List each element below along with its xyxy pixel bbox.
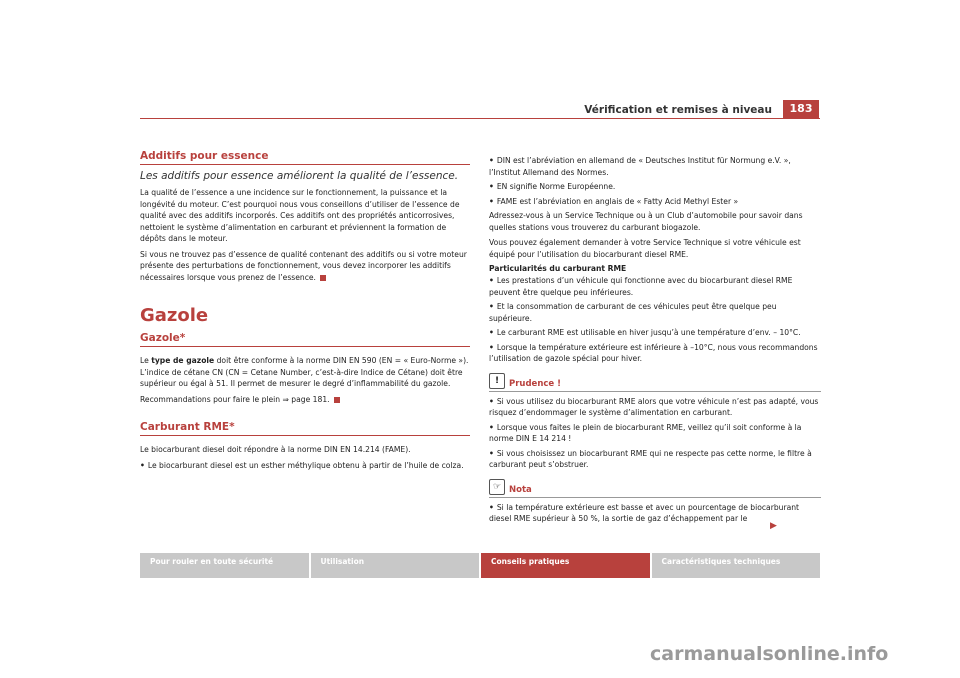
end-of-section-icon bbox=[334, 397, 340, 403]
list-item-text: Si vous utilisez du biocarburant RME alors que votre véhicule n’est pas adapté, vous risquez d’endommager le système d’alimentation en carburant. bbox=[489, 396, 819, 417]
list-item-text: EN signifie Norme Européenne. bbox=[496, 182, 616, 191]
footer-nav bbox=[140, 553, 820, 578]
bullet-icon: • bbox=[489, 502, 494, 512]
caution-rule bbox=[489, 391, 821, 392]
list-item-text: Le biocarburant diesel est un esther méthylique obtenu à partir de l’huile de colza. bbox=[147, 460, 464, 470]
paragraph: La qualité de l’essence a une incidence sur le fonctionnement, la puissance et la longévité du moteur. C’est pourquoi nous vous conseillons d’utiliser de l’essence de qualité avec des additifs incorporés. Ces additifs ont des propriétés anticorrosives, nettoient le système d’alimentation en carburant et préviennent la formation de dépôts dans le moteur. bbox=[140, 188, 460, 243]
footer-tab-conseils[interactable]: Conseils pratiques bbox=[481, 553, 650, 578]
section-title-additifs: Additifs pour essence bbox=[140, 150, 269, 162]
chapter-title: Gazole bbox=[140, 305, 209, 326]
section-rule bbox=[140, 435, 470, 436]
footer-tab-safety[interactable]: Pour rouler en toute sécurité bbox=[140, 553, 309, 578]
caution-header bbox=[489, 373, 821, 389]
list-item bbox=[489, 327, 821, 339]
bullet-icon: • bbox=[489, 342, 494, 352]
bullet-icon: • bbox=[489, 182, 494, 191]
paragraph bbox=[140, 355, 470, 390]
list-item-text: Si vous choisissez un biocarburant RME qui ne respecte pas cette norme, le filtre à carburant peut s’obstruer. bbox=[489, 448, 812, 469]
paragraph bbox=[140, 249, 470, 284]
paragraph: Le biocarburant diesel doit répondre à la norme DIN EN 14.214 (FAME). bbox=[140, 445, 411, 454]
note-title: Nota bbox=[509, 484, 532, 495]
paragraph: Adressez-vous à un Service Technique ou à un Club d’automobile pour savoir dans quelles stations vous trouverez du carburant biogazole. bbox=[489, 211, 803, 232]
paragraph-bold: type de gazole bbox=[151, 356, 215, 365]
list-item bbox=[489, 196, 821, 208]
list-item-text: DIN est l’abréviation en allemand de « Deutsches Institut für Normung e.V. », l’Institut Allemand des Normes. bbox=[489, 156, 791, 177]
footer-tab-caracteristiques[interactable]: Caractéristiques techniques bbox=[652, 553, 821, 578]
list-item bbox=[489, 181, 821, 193]
end-of-section-icon bbox=[320, 275, 326, 281]
bullet-icon: • bbox=[489, 448, 494, 458]
bullet-icon: • bbox=[489, 196, 494, 206]
paragraph-text: doit être conforme à la norme DIN EN 590 (EN = « Euro-Norme »). L’indice de cétane CN (CN = Cetane Number, c’est-à-dire Indice de Cétane) doit être supérieur ou égal à 51. Il permet de mesurer le degré d’inflammabilité du gazole. bbox=[140, 356, 469, 388]
caution-icon: ! bbox=[489, 373, 505, 389]
continue-arrow-icon: ▶ bbox=[770, 521, 777, 531]
list-item bbox=[140, 460, 470, 472]
note-rule bbox=[489, 497, 821, 498]
list-item bbox=[489, 155, 821, 178]
section-rule bbox=[140, 164, 470, 165]
bullet-icon: • bbox=[489, 422, 494, 432]
note-header bbox=[489, 479, 821, 495]
bullet-icon: • bbox=[489, 396, 494, 406]
paragraph-text: Si vous ne trouvez pas d’essence de qualité contenant des additifs ou si votre moteur présente des perturbations de fonctionnement, vous devez incorporer les additifs nécessaires lorsque vous prenez de l’essence. bbox=[140, 249, 467, 282]
list-item bbox=[489, 396, 821, 419]
section-title-rme: Carburant RME* bbox=[140, 421, 235, 433]
paragraph bbox=[140, 394, 470, 406]
paragraph-text: Le bbox=[140, 356, 152, 365]
section-title-gazole: Gazole* bbox=[140, 332, 186, 344]
section-rule bbox=[140, 346, 470, 347]
right-column bbox=[489, 155, 821, 528]
list-item bbox=[489, 301, 821, 324]
list-item-text: Et la consommation de carburant de ces véhicules peut être quelque peu supérieure. bbox=[489, 302, 777, 323]
list-item-text: Si la température extérieure est basse et avec un pourcentage de biocarburant diesel RME supérieur à 50 %, la sortie de gaz d’échappement par le bbox=[489, 502, 800, 523]
list-item bbox=[489, 342, 821, 365]
list-item bbox=[489, 275, 821, 298]
list-item bbox=[489, 422, 821, 445]
section-subtitle: Les additifs pour essence améliorent la qualité de l’essence. bbox=[140, 170, 459, 182]
list-item-text: FAME est l’abréviation en anglais de « Fatty Acid Methyl Ester » bbox=[496, 196, 739, 206]
left-column bbox=[140, 150, 470, 474]
list-item-text: Le carburant RME est utilisable en hiver jusqu’à une température d’env. – 10°C. bbox=[496, 328, 801, 337]
list-item bbox=[489, 448, 821, 471]
subheading: Particularités du carburant RME bbox=[489, 264, 627, 273]
watermark: carmanualsonline.info bbox=[650, 643, 889, 665]
bullet-icon: • bbox=[489, 156, 494, 165]
note-hand-icon: ☞ bbox=[489, 479, 505, 495]
bullet-icon: • bbox=[140, 460, 145, 470]
running-header: Vérification et remises à niveau bbox=[584, 104, 772, 116]
bullet-icon: • bbox=[489, 328, 494, 337]
page-number: 183 bbox=[783, 100, 819, 118]
list-item-text: Lorsque la température extérieure est inférieure à –10°C, nous vous recommandons l’utilisation de gazole spécial pour hiver. bbox=[489, 342, 818, 363]
header-rule bbox=[140, 118, 820, 119]
bullet-icon: • bbox=[489, 302, 494, 311]
page-reference-link[interactable]: Recommandations pour faire le plein ⇒ page 181. bbox=[140, 394, 330, 404]
footer-tab-utilisation[interactable]: Utilisation bbox=[311, 553, 480, 578]
caution-title: Prudence ! bbox=[509, 378, 562, 389]
list-item-text: Les prestations d’un véhicule qui fonctionne avec du biocarburant diesel RME peuvent être quelque peu inférieures. bbox=[489, 276, 793, 297]
paragraph: Vous pouvez également demander à votre Service Technique si votre véhicule est équipé pour l’utilisation du biocarburant diesel RME. bbox=[489, 238, 801, 259]
bullet-icon: • bbox=[489, 276, 494, 285]
list-item-text: Lorsque vous faites le plein de biocarburant RME, veillez qu’il soit conforme à la norme DIN E 14 214 ! bbox=[489, 422, 802, 443]
